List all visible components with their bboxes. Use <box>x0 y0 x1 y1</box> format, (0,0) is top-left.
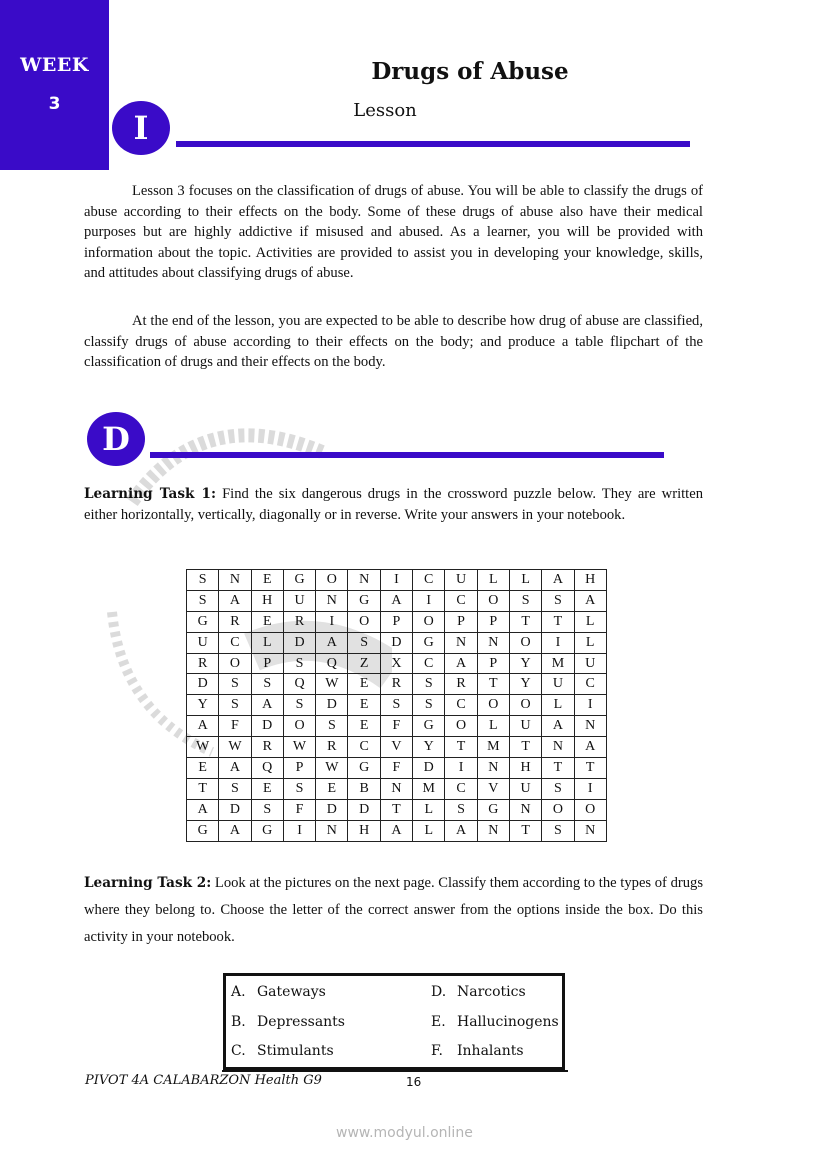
grid-row <box>187 778 607 799</box>
grid-cell: D <box>187 674 219 695</box>
grid-cell: U <box>542 674 574 695</box>
task2-instructions <box>84 870 703 951</box>
grid-cell: A <box>574 737 606 758</box>
grid-cell: U <box>283 590 315 611</box>
choice-letter: E. <box>431 1014 446 1030</box>
grid-cell: S <box>283 778 315 799</box>
grid-row <box>187 716 607 737</box>
grid-cell: E <box>348 716 380 737</box>
grid-row <box>187 570 607 591</box>
grid-cell: V <box>380 737 412 758</box>
grid-cell: S <box>445 799 477 820</box>
choice-label: Narcotics <box>457 984 526 1000</box>
grid-cell: R <box>445 674 477 695</box>
grid-cell: H <box>574 570 606 591</box>
grid-cell: O <box>348 611 380 632</box>
grid-cell: B <box>348 778 380 799</box>
grid-cell: S <box>509 590 541 611</box>
grid-cell: I <box>413 590 445 611</box>
choice-letter: F. <box>431 1043 443 1059</box>
grid-cell: M <box>413 778 445 799</box>
choice-a <box>231 984 326 1000</box>
grid-cell: P <box>380 611 412 632</box>
grid-cell: A <box>445 820 477 841</box>
grid-cell: C <box>445 695 477 716</box>
grid-cell: S <box>251 674 283 695</box>
word-search-grid <box>186 569 607 842</box>
grid-cell: D <box>316 799 348 820</box>
grid-cell: N <box>542 737 574 758</box>
grid-cell: L <box>542 695 574 716</box>
choices-box <box>223 973 565 1070</box>
grid-cell: T <box>187 778 219 799</box>
grid-cell: C <box>445 590 477 611</box>
choice-c <box>231 1043 334 1059</box>
grid-cell: T <box>542 758 574 779</box>
grid-row <box>187 590 607 611</box>
grid-cell: P <box>445 611 477 632</box>
grid-cell: Q <box>251 758 283 779</box>
grid-cell: O <box>316 570 348 591</box>
grid-cell: G <box>348 590 380 611</box>
grid-cell: O <box>477 590 509 611</box>
grid-cell: M <box>477 737 509 758</box>
grid-cell: S <box>283 653 315 674</box>
grid-cell: O <box>477 695 509 716</box>
grid-cell: G <box>251 820 283 841</box>
grid-cell: S <box>283 695 315 716</box>
grid-cell: U <box>509 716 541 737</box>
grid-cell: S <box>542 590 574 611</box>
grid-cell: W <box>283 737 315 758</box>
grid-cell: P <box>477 653 509 674</box>
choice-label: Inhalants <box>457 1043 524 1059</box>
choice-letter: C. <box>231 1043 246 1059</box>
grid-cell: P <box>251 653 283 674</box>
grid-cell: U <box>187 632 219 653</box>
grid-cell: F <box>283 799 315 820</box>
choice-letter: A. <box>231 984 246 1000</box>
grid-cell: L <box>413 820 445 841</box>
task1-text: Find the six dangerous drugs in the crossword puzzle below. They are written either horizontally, vertically, diagonally or in reverse. Write your answers in your notebook. <box>84 486 704 523</box>
task1-instructions <box>84 484 703 525</box>
grid-cell: L <box>251 632 283 653</box>
choice-label: Gateways <box>257 984 326 1000</box>
choice-d <box>431 984 526 1000</box>
grid-cell: R <box>251 737 283 758</box>
grid-cell: D <box>380 632 412 653</box>
grid-cell: L <box>477 716 509 737</box>
grid-cell: A <box>316 632 348 653</box>
choice-b <box>231 1014 345 1030</box>
grid-cell: R <box>219 611 251 632</box>
grid-cell: A <box>219 820 251 841</box>
grid-cell: E <box>251 611 283 632</box>
choice-label: Stimulants <box>257 1043 334 1059</box>
grid-cell: O <box>509 632 541 653</box>
footer-divider <box>222 1070 568 1072</box>
section-d-divider <box>150 452 664 458</box>
grid-cell: I <box>445 758 477 779</box>
grid-cell: A <box>542 716 574 737</box>
grid-cell: Y <box>509 653 541 674</box>
grid-cell: G <box>283 570 315 591</box>
week-badge <box>0 0 109 170</box>
intro-paragraph-2 <box>84 311 703 373</box>
page-title: Drugs of Abuse <box>371 58 569 85</box>
grid-cell: T <box>445 737 477 758</box>
grid-cell: L <box>574 611 606 632</box>
grid-cell: C <box>413 653 445 674</box>
grid-cell: S <box>219 778 251 799</box>
grid-row <box>187 674 607 695</box>
grid-cell: N <box>477 632 509 653</box>
section-d-badge: D <box>87 412 145 466</box>
grid-cell: I <box>316 611 348 632</box>
grid-cell: W <box>316 674 348 695</box>
week-number: 3 <box>48 94 61 114</box>
grid-cell: N <box>316 590 348 611</box>
grid-cell: D <box>348 799 380 820</box>
grid-cell: L <box>574 632 606 653</box>
grid-cell: E <box>348 674 380 695</box>
grid-cell: R <box>283 611 315 632</box>
task2-label: Learning Task 2: <box>84 875 212 891</box>
grid-cell: S <box>251 799 283 820</box>
grid-cell: C <box>574 674 606 695</box>
grid-cell: O <box>542 799 574 820</box>
grid-cell: O <box>283 716 315 737</box>
grid-cell: T <box>509 737 541 758</box>
week-label: WEEK <box>20 54 89 76</box>
grid-cell: D <box>219 799 251 820</box>
choice-letter: D. <box>431 984 447 1000</box>
grid-cell: S <box>413 674 445 695</box>
grid-cell: N <box>509 799 541 820</box>
grid-cell: N <box>316 820 348 841</box>
grid-cell: T <box>542 611 574 632</box>
grid-cell: S <box>187 590 219 611</box>
grid-cell: R <box>380 674 412 695</box>
grid-cell: N <box>348 570 380 591</box>
grid-cell: F <box>380 758 412 779</box>
grid-cell: N <box>574 820 606 841</box>
choice-letter: B. <box>231 1014 246 1030</box>
grid-cell: C <box>445 778 477 799</box>
grid-cell: D <box>283 632 315 653</box>
grid-cell: S <box>542 778 574 799</box>
grid-cell: O <box>509 695 541 716</box>
grid-cell: C <box>219 632 251 653</box>
grid-cell: A <box>219 758 251 779</box>
grid-cell: E <box>251 570 283 591</box>
task1-label: Learning Task 1: <box>84 486 217 502</box>
grid-cell: C <box>348 737 380 758</box>
grid-cell: C <box>413 570 445 591</box>
grid-cell: N <box>477 820 509 841</box>
grid-cell: E <box>316 778 348 799</box>
grid-cell: N <box>380 778 412 799</box>
grid-cell: L <box>509 570 541 591</box>
grid-cell: Y <box>187 695 219 716</box>
intro-paragraph-1-text: Lesson 3 focuses on the classification of drugs of abuse. You will be able to classify the drugs of abuse according to their effects on the body. Some of these drugs of abuse also have their medical purposes but are highly addictive if misused and abused. As a learner, you will be provided with information about the topic. Activities are provided to assist you in developing your knowledge, skills, and attitudes about classifying drugs of abuse. <box>84 183 703 282</box>
grid-cell: P <box>283 758 315 779</box>
grid-cell: S <box>316 716 348 737</box>
grid-cell: H <box>509 758 541 779</box>
grid-cell: V <box>477 778 509 799</box>
grid-cell: H <box>348 820 380 841</box>
grid-cell: S <box>542 820 574 841</box>
grid-cell: G <box>413 716 445 737</box>
grid-row <box>187 799 607 820</box>
section-i-badge: I <box>112 101 170 155</box>
grid-cell: T <box>509 611 541 632</box>
intro-paragraph-2-text: At the end of the lesson, you are expected to be able to describe how drug of abuse are classified, classify drugs of abuse according to their effects on the body; and produce a table flipchart of the classification of drugs and their effects on the body. <box>84 313 703 371</box>
grid-cell: U <box>445 570 477 591</box>
grid-cell: U <box>509 778 541 799</box>
choice-label: Depressants <box>257 1014 345 1030</box>
grid-cell: O <box>413 611 445 632</box>
grid-cell: L <box>413 799 445 820</box>
grid-cell: Q <box>283 674 315 695</box>
grid-cell: S <box>380 695 412 716</box>
choice-label: Hallucinogens <box>457 1014 559 1030</box>
grid-cell: A <box>445 653 477 674</box>
grid-cell: T <box>509 820 541 841</box>
grid-cell: G <box>477 799 509 820</box>
grid-cell: O <box>574 799 606 820</box>
grid-cell: A <box>219 590 251 611</box>
grid-cell: T <box>574 758 606 779</box>
grid-cell: Q <box>316 653 348 674</box>
grid-cell: T <box>477 674 509 695</box>
grid-cell: W <box>187 737 219 758</box>
grid-cell: S <box>219 674 251 695</box>
choice-f <box>431 1043 524 1059</box>
grid-cell: A <box>251 695 283 716</box>
intro-paragraph-1 <box>84 181 703 284</box>
grid-cell: T <box>380 799 412 820</box>
grid-cell: R <box>187 653 219 674</box>
grid-cell: D <box>413 758 445 779</box>
grid-cell: A <box>380 590 412 611</box>
grid-cell: D <box>316 695 348 716</box>
grid-row <box>187 737 607 758</box>
grid-cell: W <box>316 758 348 779</box>
grid-cell: E <box>348 695 380 716</box>
grid-cell: S <box>187 570 219 591</box>
grid-cell: F <box>380 716 412 737</box>
grid-cell: I <box>574 695 606 716</box>
grid-cell: N <box>574 716 606 737</box>
grid-row <box>187 695 607 716</box>
grid-cell: N <box>445 632 477 653</box>
grid-cell: O <box>445 716 477 737</box>
grid-cell: A <box>574 590 606 611</box>
grid-cell: A <box>187 716 219 737</box>
grid-cell: A <box>380 820 412 841</box>
grid-cell: G <box>348 758 380 779</box>
grid-cell: L <box>477 570 509 591</box>
grid-cell: I <box>574 778 606 799</box>
task2-text: Look at the pictures on the next page. Classify them according to the types of drugs where they belong to. Choose the letter of the correct answer from the options inside the box. Do this activity in your notebook. <box>84 875 703 945</box>
grid-cell: G <box>187 820 219 841</box>
grid-cell: I <box>542 632 574 653</box>
grid-cell: Y <box>509 674 541 695</box>
choice-e <box>431 1014 559 1030</box>
footer-source: PIVOT 4A CALABARZON Health G9 <box>85 1073 322 1088</box>
grid-cell: R <box>316 737 348 758</box>
grid-row <box>187 653 607 674</box>
grid-cell: N <box>477 758 509 779</box>
grid-cell: P <box>477 611 509 632</box>
site-watermark: www.modyul.online <box>336 1125 473 1141</box>
grid-cell: S <box>348 632 380 653</box>
grid-cell: E <box>187 758 219 779</box>
grid-cell: S <box>219 695 251 716</box>
grid-row <box>187 611 607 632</box>
grid-cell: M <box>542 653 574 674</box>
grid-row <box>187 758 607 779</box>
grid-cell: X <box>380 653 412 674</box>
grid-row <box>187 632 607 653</box>
grid-cell: D <box>251 716 283 737</box>
grid-cell: N <box>219 570 251 591</box>
page-subtitle: Lesson <box>353 100 417 121</box>
grid-cell: U <box>574 653 606 674</box>
grid-cell: A <box>187 799 219 820</box>
grid-cell: H <box>251 590 283 611</box>
grid-cell: I <box>283 820 315 841</box>
grid-cell: E <box>251 778 283 799</box>
grid-cell: Y <box>413 737 445 758</box>
grid-row <box>187 820 607 841</box>
grid-cell: G <box>413 632 445 653</box>
grid-cell: S <box>413 695 445 716</box>
grid-cell: G <box>187 611 219 632</box>
grid-cell: W <box>219 737 251 758</box>
page-number: 16 <box>406 1075 422 1089</box>
grid-cell: Z <box>348 653 380 674</box>
grid-cell: F <box>219 716 251 737</box>
grid-cell: A <box>542 570 574 591</box>
section-i-divider <box>176 141 690 147</box>
grid-cell: I <box>380 570 412 591</box>
grid-cell: O <box>219 653 251 674</box>
